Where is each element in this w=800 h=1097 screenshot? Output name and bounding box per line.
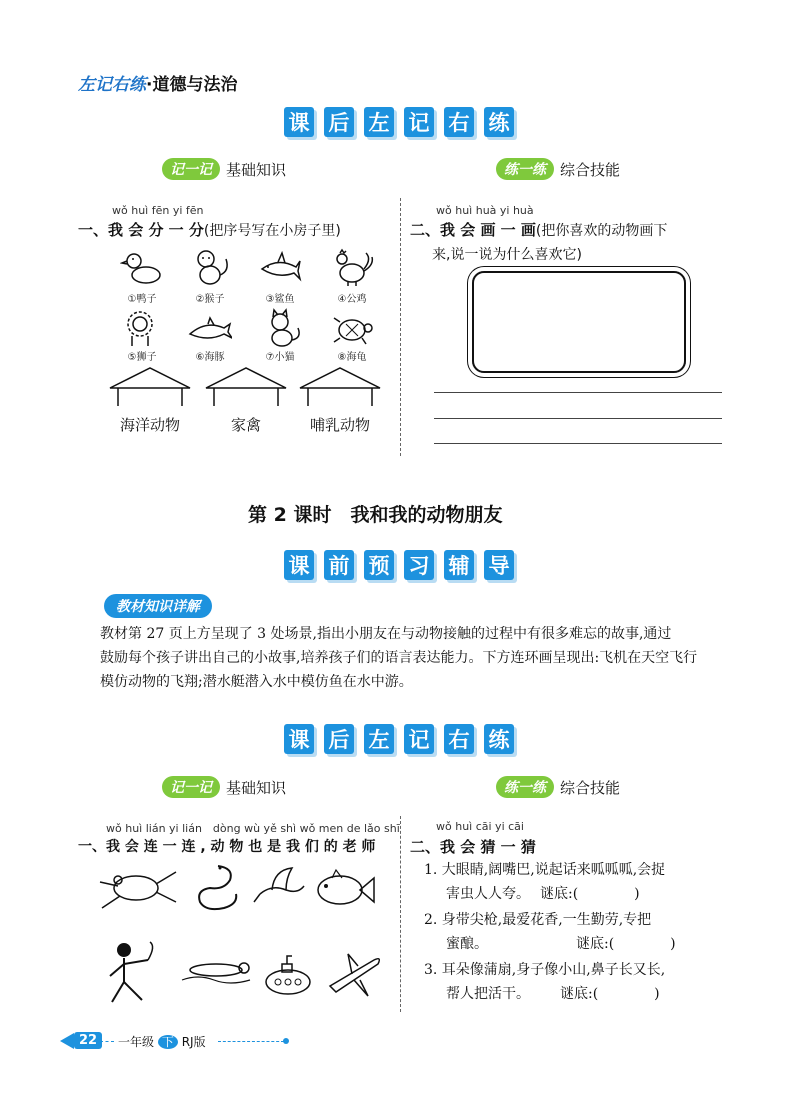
animal-label: ⑦小猫 [265, 352, 295, 363]
s2-q2-title: 二、我 会 猜 一 猜 [410, 838, 536, 856]
banner-after-class-2 [284, 724, 514, 754]
answer-line[interactable] [434, 392, 722, 393]
house-label-ocean: 海洋动物 [119, 416, 180, 434]
memory-pill: 记一记 [162, 158, 220, 180]
footer-grade: 一年级 [118, 1035, 155, 1049]
animal-label: ①鸭子 [127, 294, 157, 305]
animal-label: ③鲨鱼 [265, 294, 295, 305]
subject-name: 道德与法治 [152, 75, 238, 95]
practice-label: 综合技能 [560, 778, 621, 797]
arrow-left-icon [60, 1033, 74, 1049]
lesson-title: 第 2 课时 我和我的动物朋友 [248, 504, 503, 526]
answer-line[interactable] [434, 418, 722, 419]
shark-icon [258, 247, 302, 287]
q2-pinyin: wǒ huì huà yi huà [436, 204, 534, 217]
banner-char: 辅 [444, 550, 474, 580]
duck-icon [120, 247, 164, 287]
banner-char: 课 [284, 724, 314, 754]
riddle-item: 1. 大眼睛,阔嘴巴,说起话来呱呱呱,会捉 害虫人人夸。 谜底:( ) [424, 858, 734, 906]
answer-line[interactable] [434, 443, 722, 444]
banner-char: 习 [404, 550, 434, 580]
footer-term: 下 [158, 1035, 178, 1049]
riddle-item: 3. 耳朵像蒲扇,身子像小山,鼻子长又长, 帮人把活干。 谜底:( ) [424, 958, 734, 1006]
column-divider [400, 198, 401, 456]
riddle-answer-blank[interactable]: 谜底:( ) [576, 936, 676, 952]
animal-label: ⑧海龟 [337, 352, 367, 363]
dove-icon [252, 864, 308, 914]
animal-label: ⑤狮子 [127, 352, 157, 363]
house-label-poultry: 家禽 [230, 416, 261, 434]
banner-char: 课 [284, 550, 314, 580]
sea-turtle-icon [330, 310, 374, 350]
banner-char: 右 [444, 107, 474, 137]
banner-after-class [284, 107, 514, 137]
memory-badge-2 [162, 776, 286, 798]
submarine-icon [262, 952, 314, 1000]
swimmer-icon [178, 950, 254, 990]
paragraph-line: 鼓励每个孩子讲出自己的小故事,培养孩子们的语言表达能力。下方连环画呈现出:飞机在天空飞行 [100, 650, 698, 666]
banner-char: 导 [484, 550, 514, 580]
animal-label: ④公鸡 [337, 294, 367, 305]
animal-label: ②猴子 [195, 294, 225, 305]
q2-hint-cont: 来,说一说为什么喜欢它) [432, 247, 582, 263]
q2-hint: (把你喜欢的动物画下 [535, 223, 668, 239]
memory-badge [162, 158, 286, 180]
paragraph-line: 模仿动物的飞翔;潜水艇潜入水中模仿鱼在水中游。 [100, 674, 413, 690]
page-number: 22 [74, 1032, 102, 1049]
practice-pill: 练一练 [496, 158, 554, 180]
airplane-icon [324, 946, 384, 1002]
q1-title: 一、我 会 分 一 分(把序号写在小房子里) [78, 221, 341, 239]
banner-char: 练 [484, 107, 514, 137]
footer-dot [283, 1038, 289, 1044]
child-swimming-pose-icon [98, 940, 170, 1006]
banner-char: 预 [364, 550, 394, 580]
banner-char: 练 [484, 724, 514, 754]
snake-icon [190, 860, 246, 916]
memory-label: 基础知识 [226, 778, 287, 797]
drawing-frame[interactable] [472, 271, 686, 373]
footer-edition: RJ版 [181, 1035, 206, 1049]
practice-label: 综合技能 [560, 160, 621, 179]
footer-dash [100, 1041, 114, 1042]
riddle-answer-blank[interactable]: 谜底:( ) [560, 986, 660, 1002]
animal-label: ⑥海豚 [195, 352, 225, 363]
banner-char: 后 [324, 724, 354, 754]
riddle-item: 2. 身带尖枪,最爱花香,一生勤劳,专把 蜜酿。 谜底:( ) [424, 908, 734, 956]
s2-q1-pinyin: wǒ huì lián yi lián dòng wù yě shì wǒ men de lǎo shī [106, 822, 400, 835]
banner-char: 后 [324, 107, 354, 137]
monkey-icon [188, 247, 232, 287]
banner-char: 记 [404, 107, 434, 137]
memory-label: 基础知识 [226, 160, 287, 179]
banner-char: 右 [444, 724, 474, 754]
banner-before-class [284, 550, 514, 580]
textbook-paragraph [100, 622, 732, 694]
footer-dash [218, 1041, 284, 1042]
banner-char: 左 [364, 724, 394, 754]
brand-title: 左记右练·道德与法治 [78, 75, 238, 95]
footer-info [118, 1033, 206, 1050]
banner-char: 左 [364, 107, 394, 137]
lion-icon [120, 308, 164, 348]
practice-pill: 练一练 [496, 776, 554, 798]
frog-icon [96, 862, 180, 914]
rooster-icon [330, 247, 374, 287]
kitten-icon [262, 308, 306, 348]
practice-badge-2 [496, 776, 620, 798]
fish-icon [312, 866, 376, 912]
q1-hint: (把序号写在小房子里) [203, 223, 341, 239]
paragraph-line: 教材第 27 页上方呈现了 3 处场景,指出小朋友在与动物接触的过程中有很多难忘的故事,通过 [100, 626, 672, 642]
q2-title: 二、我 会 画 一 画(把你喜欢的动物画下 [410, 221, 668, 239]
q1-pinyin: wǒ huì fēn yi fēn [112, 204, 204, 217]
memory-pill: 记一记 [162, 776, 220, 798]
s2-q1-title: 一、我 会 连 一 连 , 动 物 也 是 我 们 的 老 师 [78, 839, 376, 855]
textbook-ribbon: 教材知识详解 [104, 594, 212, 618]
s2-q2-pinyin: wǒ huì cāi yi cāi [436, 820, 524, 833]
series-name: 左记右练 [78, 75, 146, 95]
riddle-answer-blank[interactable]: 谜底:( ) [540, 886, 640, 902]
banner-char: 记 [404, 724, 434, 754]
house-label-mammal: 哺乳动物 [309, 416, 370, 434]
banner-char: 前 [324, 550, 354, 580]
dolphin-icon [188, 310, 232, 350]
column-divider-2 [400, 816, 401, 1012]
practice-badge [496, 158, 620, 180]
banner-char: 课 [284, 107, 314, 137]
